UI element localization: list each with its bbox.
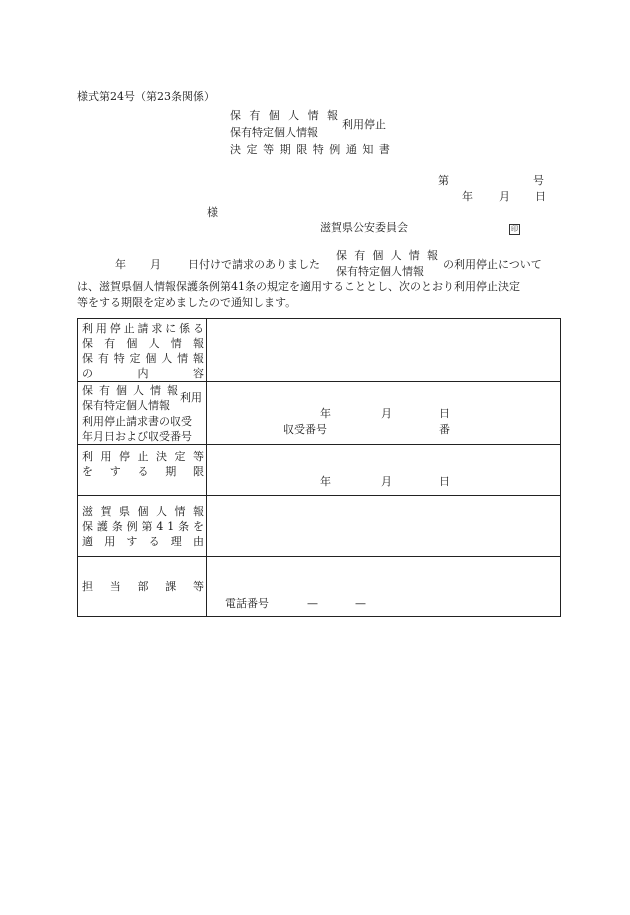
phone-separator-1: — xyxy=(307,597,318,610)
table-row-receipt xyxy=(78,382,561,445)
receipt-month: 月 xyxy=(381,407,392,420)
receipt-number-label: 収受番号 xyxy=(283,423,327,436)
body-line-3: 等をする期限を定めましたので通知します。 xyxy=(77,296,297,309)
label-content xyxy=(78,319,207,382)
addressee-suffix: 様 xyxy=(207,206,218,219)
label-department xyxy=(78,557,207,617)
table-row-department xyxy=(78,557,561,617)
label-content-line-1: 利 用 停 止 請 求 に 係 る xyxy=(82,322,204,335)
date-year: 年 xyxy=(462,190,473,203)
label-receipt-suffix: 利用 xyxy=(180,391,202,404)
receipt-number-suffix: 番 xyxy=(439,423,450,436)
table-row-content xyxy=(78,319,561,382)
label-reason-line-3: 適 用 す る 理 由 xyxy=(82,535,204,548)
body-option-2: 保有特定個人情報 xyxy=(336,265,424,278)
date-month: 月 xyxy=(499,190,510,203)
label-deadline xyxy=(78,445,207,496)
title-line-1: 保 有 個 人 情 報 xyxy=(230,109,338,122)
body-line-2: は、滋賀県個人情報保護条例第41条の規定を適用することとし、次のとおり利用停止決定 xyxy=(77,280,520,293)
issuer-name: 滋賀県公安委員会 xyxy=(320,221,408,234)
label-deadline-line-2: を す る 期 限 xyxy=(82,465,204,478)
phone-label: 電話番号 xyxy=(225,597,269,610)
seal-icon: 印 xyxy=(511,225,518,233)
date-day: 日 xyxy=(535,190,546,203)
label-receipt-line-4: 年月日および収受番号 xyxy=(82,430,192,443)
label-reason-line-2: 保 護 条 例 第 4 1 条 を xyxy=(82,520,204,533)
value-reason[interactable] xyxy=(207,496,561,557)
title-suffix: 利用停止 xyxy=(342,118,386,131)
body-date-rest: 日付けで請求のありました xyxy=(188,258,320,271)
label-reason xyxy=(78,496,207,557)
title-line-2: 保有特定個人情報 xyxy=(230,126,318,139)
receipt-day: 日 xyxy=(439,407,450,420)
value-receipt[interactable] xyxy=(207,382,561,445)
table-row-reason xyxy=(78,496,561,557)
deadline-day: 日 xyxy=(439,475,450,488)
label-content-line-2: 保 有 個 人 情 報 xyxy=(82,337,204,350)
label-receipt-option-2: 保有特定個人情報 xyxy=(82,399,170,412)
notice-table xyxy=(77,318,561,617)
value-department[interactable] xyxy=(207,557,561,617)
form-number: 様式第24号（第23条関係） xyxy=(77,90,215,103)
title-line-3: 決 定 等 期 限 特 例 通 知 書 xyxy=(230,143,390,156)
label-content-line-3: 保 有 特 定 個 人 情 報 xyxy=(82,352,204,365)
value-deadline[interactable] xyxy=(207,445,561,496)
label-content-line-4: の 内 容 xyxy=(82,367,204,380)
doc-number-suffix: 号 xyxy=(533,174,544,187)
receipt-year: 年 xyxy=(320,407,331,420)
label-department-text: 担 当 部 課 等 xyxy=(82,580,204,593)
label-deadline-line-1: 利 用 停 止 決 定 等 xyxy=(82,450,204,463)
body-after: の利用停止について xyxy=(443,258,542,271)
phone-separator-2: — xyxy=(355,597,366,610)
label-reason-line-1: 滋 賀 県 個 人 情 報 xyxy=(82,505,204,518)
seal-mark xyxy=(509,222,520,235)
label-receipt-option-1: 保 有 個 人 情 報 xyxy=(82,384,178,397)
label-receipt xyxy=(78,382,207,445)
value-content[interactable] xyxy=(207,319,561,382)
body-year: 年 xyxy=(115,258,126,271)
body-option-1: 保 有 個 人 情 報 xyxy=(336,249,438,262)
deadline-year: 年 xyxy=(320,475,331,488)
doc-number-prefix: 第 xyxy=(438,174,449,187)
body-month: 月 xyxy=(150,258,161,271)
table-row-deadline xyxy=(78,445,561,496)
deadline-month: 月 xyxy=(381,475,392,488)
label-receipt-line-3: 利用停止請求書の収受 xyxy=(82,415,192,428)
